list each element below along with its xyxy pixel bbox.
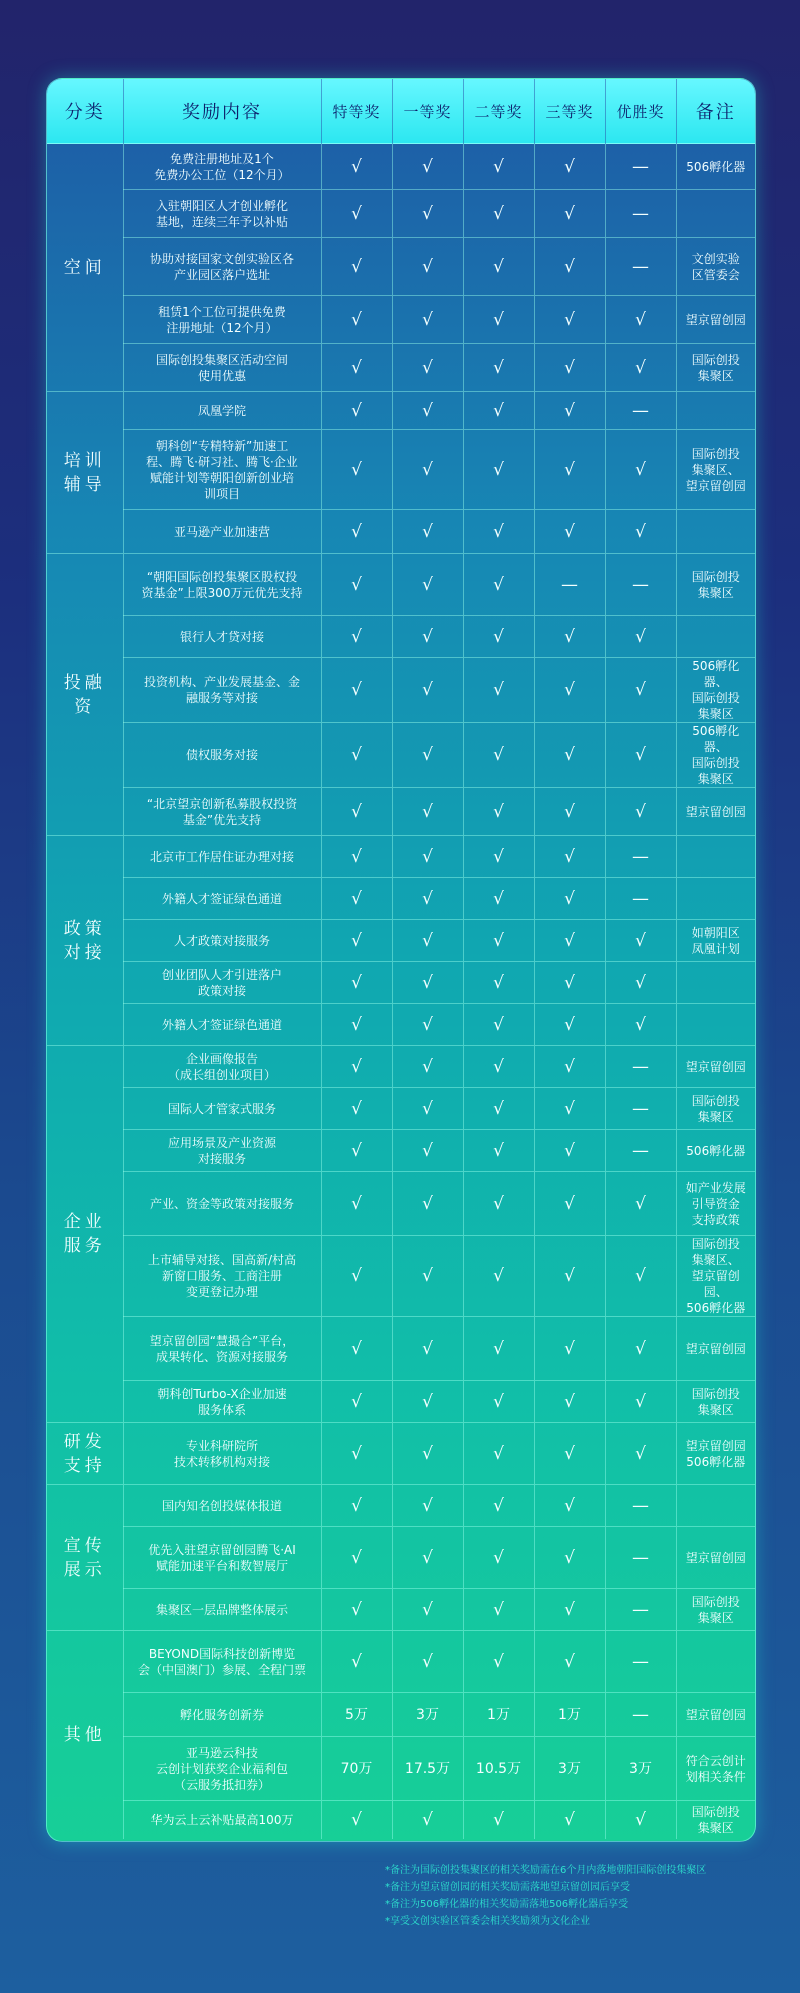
excellence-prize-cell: — xyxy=(605,1589,676,1631)
remarks-cell xyxy=(676,836,755,878)
reward-content-cell: 租赁1个工位可提供免费 注册地址（12个月） xyxy=(123,296,321,344)
table-row xyxy=(47,920,755,962)
grand-prize-cell: 70万 xyxy=(321,1737,392,1801)
grand-prize-cell: √ xyxy=(321,1004,392,1046)
remarks-cell: 望京留创园 506孵化器 xyxy=(676,1423,755,1485)
table-row xyxy=(47,836,755,878)
reward-content-cell: 朝科创Turbo-X企业加速 服务体系 xyxy=(123,1381,321,1423)
grand-prize-cell: √ xyxy=(321,723,392,788)
grand-prize-cell: √ xyxy=(321,1172,392,1236)
second-prize-cell: √ xyxy=(463,344,534,392)
table-row xyxy=(47,1381,755,1423)
reward-content-cell: 外籍人才签证绿色通道 xyxy=(123,1004,321,1046)
second-prize-cell: √ xyxy=(463,1046,534,1088)
second-prize-cell: √ xyxy=(463,144,534,190)
second-prize-cell: √ xyxy=(463,616,534,658)
reward-content-cell: 应用场景及产业资源 对接服务 xyxy=(123,1130,321,1172)
first-prize-cell: √ xyxy=(392,658,463,723)
remarks-cell: 如朝阳区 凤凰计划 xyxy=(676,920,755,962)
first-prize-cell: √ xyxy=(392,1088,463,1130)
first-prize-cell: √ xyxy=(392,616,463,658)
second-prize-cell: √ xyxy=(463,238,534,296)
excellence-prize-cell: √ xyxy=(605,1381,676,1423)
reward-content-cell: 免费注册地址及1个 免费办公工位（12个月） xyxy=(123,144,321,190)
third-prize-cell: √ xyxy=(534,1130,605,1172)
third-prize-cell: √ xyxy=(534,723,605,788)
reward-table-panel xyxy=(46,78,756,1842)
table-row xyxy=(47,190,755,238)
table-row xyxy=(47,238,755,296)
first-prize-cell: √ xyxy=(392,392,463,430)
table-row xyxy=(47,1317,755,1381)
category-cell: 投融资 xyxy=(47,554,123,836)
third-prize-cell: 1万 xyxy=(534,1693,605,1737)
third-prize-cell: — xyxy=(534,554,605,616)
excellence-prize-cell: — xyxy=(605,836,676,878)
table-row xyxy=(47,962,755,1004)
third-prize-cell: √ xyxy=(534,1485,605,1527)
remarks-cell: 望京留创园 xyxy=(676,1527,755,1589)
reward-content-cell: 协助对接国家文创实验区各 产业园区落户选址 xyxy=(123,238,321,296)
table-row xyxy=(47,1589,755,1631)
footnote: *备注为506孵化器的相关奖励需落地506孵化器后享受 xyxy=(385,1899,629,1910)
second-prize-cell: √ xyxy=(463,554,534,616)
footnote: *备注为望京留创园的相关奖励需落地望京留创园后享受 xyxy=(385,1882,630,1893)
table-row xyxy=(47,1088,755,1130)
table-row xyxy=(47,554,755,616)
excellence-prize-cell: — xyxy=(605,238,676,296)
table-row xyxy=(47,788,755,836)
excellence-prize-cell: √ xyxy=(605,616,676,658)
third-prize-cell: √ xyxy=(534,510,605,554)
grand-prize-cell: 5万 xyxy=(321,1693,392,1737)
first-prize-cell: √ xyxy=(392,1004,463,1046)
remarks-cell xyxy=(676,1485,755,1527)
remarks-cell xyxy=(676,392,755,430)
grand-prize-cell: √ xyxy=(321,920,392,962)
second-prize-cell: √ xyxy=(463,1172,534,1236)
first-prize-cell: 3万 xyxy=(392,1693,463,1737)
excellence-prize-cell: — xyxy=(605,1088,676,1130)
header-content: 奖励内容 xyxy=(123,79,321,144)
table-row xyxy=(47,392,755,430)
excellence-prize-cell: √ xyxy=(605,1801,676,1839)
excellence-prize-cell: √ xyxy=(605,920,676,962)
table-row xyxy=(47,1236,755,1317)
grand-prize-cell: √ xyxy=(321,392,392,430)
remarks-cell xyxy=(676,510,755,554)
excellence-prize-cell: 3万 xyxy=(605,1737,676,1801)
grand-prize-cell: √ xyxy=(321,1801,392,1839)
grand-prize-cell: √ xyxy=(321,878,392,920)
excellence-prize-cell: — xyxy=(605,554,676,616)
third-prize-cell: √ xyxy=(534,1004,605,1046)
remarks-cell: 506孵化器 xyxy=(676,1130,755,1172)
excellence-prize-cell: √ xyxy=(605,1236,676,1317)
table-row xyxy=(47,510,755,554)
category-cell: 企业 服务 xyxy=(47,1046,123,1423)
remarks-cell: 国际创投 集聚区 xyxy=(676,344,755,392)
grand-prize-cell: √ xyxy=(321,430,392,510)
first-prize-cell: √ xyxy=(392,1631,463,1693)
third-prize-cell: √ xyxy=(534,1801,605,1839)
table-row xyxy=(47,1693,755,1737)
second-prize-cell: 10.5万 xyxy=(463,1737,534,1801)
second-prize-cell: √ xyxy=(463,1088,534,1130)
third-prize-cell: √ xyxy=(534,920,605,962)
remarks-cell xyxy=(676,616,755,658)
second-prize-cell: √ xyxy=(463,1004,534,1046)
grand-prize-cell: √ xyxy=(321,1130,392,1172)
third-prize-cell: √ xyxy=(534,1236,605,1317)
reward-content-cell: 国际人才管家式服务 xyxy=(123,1088,321,1130)
remarks-cell xyxy=(676,878,755,920)
second-prize-cell: √ xyxy=(463,1527,534,1589)
category-cell: 宣传 展示 xyxy=(47,1485,123,1631)
reward-content-cell: 北京市工作居住证办理对接 xyxy=(123,836,321,878)
table-row xyxy=(47,144,755,190)
third-prize-cell: √ xyxy=(534,430,605,510)
grand-prize-cell: √ xyxy=(321,1631,392,1693)
first-prize-cell: √ xyxy=(392,1381,463,1423)
third-prize-cell: √ xyxy=(534,962,605,1004)
grand-prize-cell: √ xyxy=(321,190,392,238)
table-row xyxy=(47,1527,755,1589)
second-prize-cell: √ xyxy=(463,1381,534,1423)
second-prize-cell: √ xyxy=(463,190,534,238)
excellence-prize-cell: √ xyxy=(605,1423,676,1485)
third-prize-cell: √ xyxy=(534,344,605,392)
reward-content-cell: 创业团队人才引进落户 政策对接 xyxy=(123,962,321,1004)
first-prize-cell: √ xyxy=(392,144,463,190)
grand-prize-cell: √ xyxy=(321,1527,392,1589)
third-prize-cell: √ xyxy=(534,1046,605,1088)
table-row xyxy=(47,430,755,510)
second-prize-cell: √ xyxy=(463,1485,534,1527)
remarks-cell: 506孵化器 xyxy=(676,144,755,190)
second-prize-cell: √ xyxy=(463,788,534,836)
grand-prize-cell: √ xyxy=(321,962,392,1004)
third-prize-cell: √ xyxy=(534,1381,605,1423)
reward-content-cell: BEYOND国际科技创新博览 会（中国澳门）参展、全程门票 xyxy=(123,1631,321,1693)
table-row xyxy=(47,296,755,344)
grand-prize-cell: √ xyxy=(321,144,392,190)
first-prize-cell: √ xyxy=(392,296,463,344)
first-prize-cell: √ xyxy=(392,1172,463,1236)
reward-content-cell: 人才政策对接服务 xyxy=(123,920,321,962)
remarks-cell: 望京留创园 xyxy=(676,1693,755,1737)
second-prize-cell: √ xyxy=(463,430,534,510)
grand-prize-cell: √ xyxy=(321,1236,392,1317)
remarks-cell: 如产业发展 引导资金 支持政策 xyxy=(676,1172,755,1236)
second-prize-cell: √ xyxy=(463,658,534,723)
second-prize-cell: √ xyxy=(463,392,534,430)
grand-prize-cell: √ xyxy=(321,238,392,296)
second-prize-cell: √ xyxy=(463,962,534,1004)
first-prize-cell: √ xyxy=(392,510,463,554)
reward-content-cell: 债权服务对接 xyxy=(123,723,321,788)
table-row xyxy=(47,1046,755,1088)
excellence-prize-cell: √ xyxy=(605,1317,676,1381)
third-prize-cell: √ xyxy=(534,1527,605,1589)
third-prize-cell: √ xyxy=(534,658,605,723)
first-prize-cell: √ xyxy=(392,554,463,616)
first-prize-cell: √ xyxy=(392,962,463,1004)
third-prize-cell: √ xyxy=(534,1317,605,1381)
third-prize-cell: √ xyxy=(534,144,605,190)
remarks-cell: 文创实验 区管委会 xyxy=(676,238,755,296)
reward-content-cell: 外籍人才签证绿色通道 xyxy=(123,878,321,920)
second-prize-cell: √ xyxy=(463,723,534,788)
second-prize-cell: √ xyxy=(463,920,534,962)
header-third-prize: 三等奖 xyxy=(534,79,605,144)
remarks-cell: 国际创投 集聚区 xyxy=(676,554,755,616)
third-prize-cell: √ xyxy=(534,1423,605,1485)
second-prize-cell: √ xyxy=(463,1317,534,1381)
third-prize-cell: √ xyxy=(534,190,605,238)
first-prize-cell: √ xyxy=(392,878,463,920)
third-prize-cell: √ xyxy=(534,238,605,296)
first-prize-cell: √ xyxy=(392,1236,463,1317)
table-row xyxy=(47,1423,755,1485)
reward-content-cell: 产业、资金等政策对接服务 xyxy=(123,1172,321,1236)
excellence-prize-cell: — xyxy=(605,1527,676,1589)
excellence-prize-cell: √ xyxy=(605,1004,676,1046)
first-prize-cell: √ xyxy=(392,836,463,878)
excellence-prize-cell: — xyxy=(605,190,676,238)
reward-content-cell: 朝科创“专精特新”加速工 程、腾飞·研习社、腾飞·企业 赋能计划等朝阳创新创业培 训项目 xyxy=(123,430,321,510)
second-prize-cell: √ xyxy=(463,1423,534,1485)
reward-content-cell: “北京望京创新私募股权投资 基金”优先支持 xyxy=(123,788,321,836)
reward-content-cell: 国内知名创投媒体报道 xyxy=(123,1485,321,1527)
reward-content-cell: 国际创投集聚区活动空间 使用优惠 xyxy=(123,344,321,392)
second-prize-cell: √ xyxy=(463,836,534,878)
first-prize-cell: √ xyxy=(392,238,463,296)
reward-content-cell: 银行人才贷对接 xyxy=(123,616,321,658)
first-prize-cell: √ xyxy=(392,1317,463,1381)
table-row xyxy=(47,723,755,788)
remarks-cell: 国际创投 集聚区、 望京留创园 xyxy=(676,430,755,510)
excellence-prize-cell: — xyxy=(605,1631,676,1693)
grand-prize-cell: √ xyxy=(321,1589,392,1631)
remarks-cell xyxy=(676,1631,755,1693)
first-prize-cell: √ xyxy=(392,344,463,392)
remarks-cell: 望京留创园 xyxy=(676,1317,755,1381)
grand-prize-cell: √ xyxy=(321,1485,392,1527)
third-prize-cell: √ xyxy=(534,392,605,430)
table-row xyxy=(47,344,755,392)
remarks-cell: 国际创投 集聚区、 望京留创园、 506孵化器 xyxy=(676,1236,755,1317)
table-header-row xyxy=(47,79,755,144)
remarks-cell: 国际创投 集聚区 xyxy=(676,1381,755,1423)
first-prize-cell: √ xyxy=(392,190,463,238)
second-prize-cell: √ xyxy=(463,296,534,344)
table-row xyxy=(47,1172,755,1236)
table-row xyxy=(47,616,755,658)
second-prize-cell: √ xyxy=(463,878,534,920)
header-category: 分类 xyxy=(47,79,123,144)
first-prize-cell: √ xyxy=(392,1046,463,1088)
remarks-cell: 望京留创园 xyxy=(676,788,755,836)
reward-content-cell: 入驻朝阳区人才创业孵化 基地，连续三年予以补贴 xyxy=(123,190,321,238)
table-row xyxy=(47,658,755,723)
excellence-prize-cell: — xyxy=(605,144,676,190)
second-prize-cell: √ xyxy=(463,1589,534,1631)
second-prize-cell: √ xyxy=(463,1801,534,1839)
third-prize-cell: √ xyxy=(534,836,605,878)
reward-content-cell: 优先入驻望京留创园腾飞·AI 赋能加速平台和数智展厅 xyxy=(123,1527,321,1589)
footnotes xyxy=(385,1862,785,1930)
reward-content-cell: 集聚区一层品牌整体展示 xyxy=(123,1589,321,1631)
third-prize-cell: √ xyxy=(534,1088,605,1130)
reward-content-cell: 专业科研院所 技术转移机构对接 xyxy=(123,1423,321,1485)
first-prize-cell: √ xyxy=(392,1527,463,1589)
grand-prize-cell: √ xyxy=(321,1423,392,1485)
reward-content-cell: 亚马逊云科技 云创计划获奖企业福利包 （云服务抵扣券） xyxy=(123,1737,321,1801)
remarks-cell xyxy=(676,190,755,238)
excellence-prize-cell: √ xyxy=(605,658,676,723)
header-remarks: 备注 xyxy=(676,79,755,144)
reward-content-cell: 华为云上云补贴最高100万 xyxy=(123,1801,321,1839)
table-row xyxy=(47,1631,755,1693)
reward-table xyxy=(47,79,755,1839)
first-prize-cell: √ xyxy=(392,788,463,836)
third-prize-cell: √ xyxy=(534,616,605,658)
second-prize-cell: √ xyxy=(463,510,534,554)
excellence-prize-cell: — xyxy=(605,1485,676,1527)
excellence-prize-cell: — xyxy=(605,1046,676,1088)
grand-prize-cell: √ xyxy=(321,344,392,392)
first-prize-cell: √ xyxy=(392,430,463,510)
reward-content-cell: 望京留创园“慧撮合”平台， 成果转化、资源对接服务 xyxy=(123,1317,321,1381)
grand-prize-cell: √ xyxy=(321,1317,392,1381)
reward-content-cell: “朝阳国际创投集聚区股权投 资基金”上限300万元优先支持 xyxy=(123,554,321,616)
grand-prize-cell: √ xyxy=(321,1381,392,1423)
remarks-cell: 506孵化器、 国际创投 集聚区 xyxy=(676,658,755,723)
second-prize-cell: √ xyxy=(463,1130,534,1172)
excellence-prize-cell: √ xyxy=(605,788,676,836)
header-first-prize: 一等奖 xyxy=(392,79,463,144)
category-cell: 其他 xyxy=(47,1631,123,1839)
first-prize-cell: √ xyxy=(392,723,463,788)
third-prize-cell: √ xyxy=(534,1589,605,1631)
excellence-prize-cell: √ xyxy=(605,962,676,1004)
excellence-prize-cell: √ xyxy=(605,430,676,510)
table-row xyxy=(47,1130,755,1172)
remarks-cell: 国际创投 集聚区 xyxy=(676,1801,755,1839)
remarks-cell: 国际创投 集聚区 xyxy=(676,1088,755,1130)
grand-prize-cell: √ xyxy=(321,616,392,658)
category-cell: 政策 对接 xyxy=(47,836,123,1046)
category-cell: 培训 辅导 xyxy=(47,392,123,554)
excellence-prize-cell: √ xyxy=(605,1172,676,1236)
first-prize-cell: √ xyxy=(392,1130,463,1172)
reward-content-cell: 孵化服务创新券 xyxy=(123,1693,321,1737)
first-prize-cell: √ xyxy=(392,1801,463,1839)
header-second-prize: 二等奖 xyxy=(463,79,534,144)
table-row xyxy=(47,1004,755,1046)
remarks-cell xyxy=(676,962,755,1004)
footnote: *享受文创实验区管委会相关奖励须为文化企业 xyxy=(385,1916,590,1927)
remarks-cell xyxy=(676,1004,755,1046)
grand-prize-cell: √ xyxy=(321,554,392,616)
grand-prize-cell: √ xyxy=(321,510,392,554)
remarks-cell: 望京留创园 xyxy=(676,296,755,344)
reward-content-cell: 投资机构、产业发展基金、金 融服务等对接 xyxy=(123,658,321,723)
remarks-cell: 国际创投 集聚区 xyxy=(676,1589,755,1631)
table-row xyxy=(47,1485,755,1527)
reward-content-cell: 亚马逊产业加速营 xyxy=(123,510,321,554)
grand-prize-cell: √ xyxy=(321,658,392,723)
grand-prize-cell: √ xyxy=(321,1088,392,1130)
first-prize-cell: √ xyxy=(392,1589,463,1631)
table-row xyxy=(47,1737,755,1801)
header-grand-prize: 特等奖 xyxy=(321,79,392,144)
third-prize-cell: √ xyxy=(534,296,605,344)
table-row xyxy=(47,1801,755,1839)
grand-prize-cell: √ xyxy=(321,836,392,878)
excellence-prize-cell: — xyxy=(605,1130,676,1172)
remarks-cell: 望京留创园 xyxy=(676,1046,755,1088)
third-prize-cell: √ xyxy=(534,1172,605,1236)
third-prize-cell: √ xyxy=(534,878,605,920)
remarks-cell: 符合云创计 划相关条件 xyxy=(676,1737,755,1801)
second-prize-cell: √ xyxy=(463,1631,534,1693)
table-row xyxy=(47,878,755,920)
excellence-prize-cell: √ xyxy=(605,723,676,788)
grand-prize-cell: √ xyxy=(321,1046,392,1088)
excellence-prize-cell: — xyxy=(605,1693,676,1737)
footnote: *备注为国际创投集聚区的相关奖励需在6个月内落地朝阳国际创投集聚区 xyxy=(385,1865,707,1876)
category-cell: 空间 xyxy=(47,144,123,392)
table-body xyxy=(47,144,755,1839)
excellence-prize-cell: √ xyxy=(605,296,676,344)
grand-prize-cell: √ xyxy=(321,788,392,836)
excellence-prize-cell: √ xyxy=(605,510,676,554)
reward-content-cell: 企业画像报告 （成长组创业项目） xyxy=(123,1046,321,1088)
remarks-cell: 506孵化器、 国际创投 集聚区 xyxy=(676,723,755,788)
first-prize-cell: √ xyxy=(392,920,463,962)
excellence-prize-cell: — xyxy=(605,392,676,430)
third-prize-cell: √ xyxy=(534,1631,605,1693)
excellence-prize-cell: — xyxy=(605,878,676,920)
header-excellence-prize: 优胜奖 xyxy=(605,79,676,144)
reward-content-cell: 上市辅导对接、国高新/村高 新窗口服务、工商注册 变更登记办理 xyxy=(123,1236,321,1317)
first-prize-cell: √ xyxy=(392,1485,463,1527)
third-prize-cell: 3万 xyxy=(534,1737,605,1801)
second-prize-cell: 1万 xyxy=(463,1693,534,1737)
grand-prize-cell: √ xyxy=(321,296,392,344)
excellence-prize-cell: √ xyxy=(605,344,676,392)
third-prize-cell: √ xyxy=(534,788,605,836)
second-prize-cell: √ xyxy=(463,1236,534,1317)
category-cell: 研发 支持 xyxy=(47,1423,123,1485)
reward-content-cell: 凤凰学院 xyxy=(123,392,321,430)
first-prize-cell: 17.5万 xyxy=(392,1737,463,1801)
first-prize-cell: √ xyxy=(392,1423,463,1485)
